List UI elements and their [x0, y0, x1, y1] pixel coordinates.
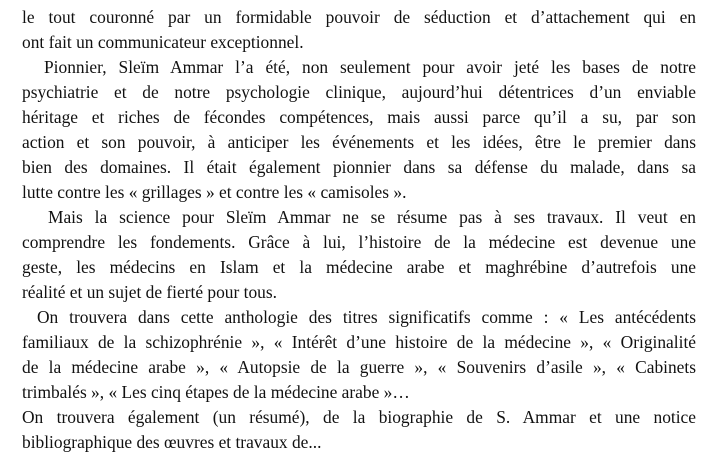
- text-line: comprendre les fondements. Grâce à lui, l’histoire de la médecine est devenue une: [22, 232, 696, 252]
- text-line: psychiatrie et de notre psychologie clinique, aujourd’hui détentrices d’un enviable: [22, 82, 696, 102]
- text-line: lutte contre les « grillages » et contre les « camisoles ».: [22, 182, 407, 202]
- text-line: Mais la science pour Sleïm Ammar ne se résume pas à ses travaux. Il veut en: [48, 207, 696, 227]
- text-line: bien des domaines. Il était également pionnier dans sa défense du malade, dans sa: [22, 157, 696, 177]
- text-line: geste, les médecins en Islam et la médecine arabe et maghrébine d’autrefois une: [22, 257, 696, 277]
- text-line: ont fait un communicateur exceptionnel.: [22, 32, 304, 52]
- text-line: Pionnier, Sleïm Ammar l’a été, non seulement pour avoir jeté les bases de notre: [44, 57, 696, 77]
- text-line: familiaux de la schizophrénie », « Intérêt d’une histoire de la médecine », « Originalité: [22, 332, 696, 352]
- text-line: réalité et un sujet de fierté pour tous.: [22, 282, 277, 302]
- text-line: action et son pouvoir, à anticiper les événements et les idées, être le premier dans: [22, 132, 696, 152]
- text-line: trimbalés », « Les cinq étapes de la médecine arabe »…: [22, 382, 410, 402]
- text-line: le tout couronné par un formidable pouvoir de séduction et d’attachement qui en: [22, 7, 696, 27]
- text-line: On trouvera dans cette anthologie des titres significatifs comme : « Les antécédents: [37, 307, 696, 327]
- text-line: héritage et riches de fécondes compétences, mais aussi parce qu’il a su, par son: [22, 107, 696, 127]
- text-line: bibliographique des œuvres et travaux de...: [22, 432, 322, 452]
- text-line: On trouvera également (un résumé), de la biographie de S. Ammar et une notice: [22, 407, 696, 427]
- text-line: de la médecine arabe », « Autopsie de la guerre », « Souvenirs d’asile », « Cabinets: [22, 357, 696, 377]
